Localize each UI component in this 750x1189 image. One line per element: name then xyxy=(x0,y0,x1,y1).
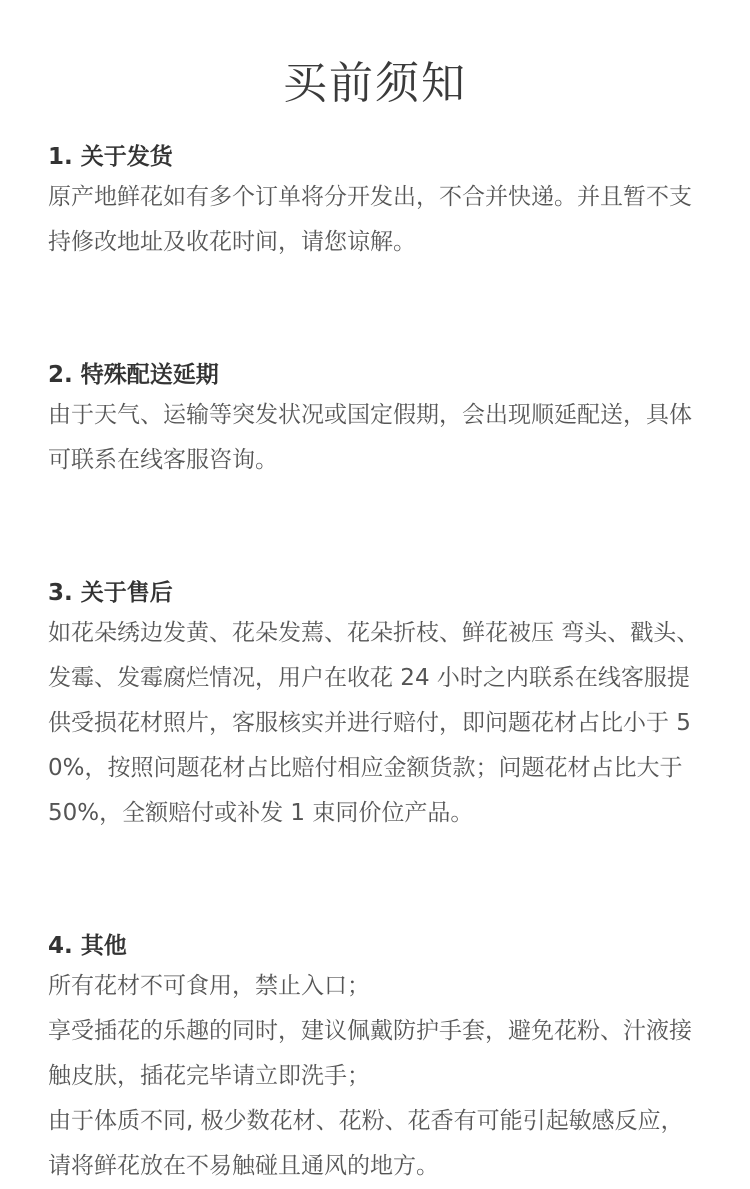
section-heading: 4. 其他 xyxy=(48,933,127,959)
section-after-sales xyxy=(48,575,702,836)
section-paragraph: 所有花材不可食用，禁止入口； xyxy=(48,973,370,999)
section-heading: 2. 特殊配送延期 xyxy=(48,362,219,388)
section-paragraph: 原产地鲜花如有多个订单将分开发出，不合并快递。并且暂不支持修改地址及收花时间，请您谅解。 xyxy=(48,184,692,255)
section-paragraph: 由于体质不同, 极少数花材、花粉、花香有可能引起敏感反应，请将鲜花放在不易触碰且通风的地方。 xyxy=(48,1108,684,1179)
section-body xyxy=(48,175,702,265)
section-shipping xyxy=(48,139,702,265)
section-paragraph: 由于天气、运输等突发状况或国定假期，会出现顺延配送，具体可联系在线客服咨询。 xyxy=(48,402,692,473)
section-heading: 1. 关于发货 xyxy=(48,144,173,170)
section-body xyxy=(48,393,702,483)
section-body xyxy=(48,611,702,836)
section-paragraph: 如花朵绣边发黄、花朵发蔫、花朵折枝、鲜花被压 弯头、戳头、发霉、发霉腐烂情况，用户在收花 24 小时之内联系在线客服提供受损花材照片，客服核实并进行赔付，即问题花材占比小于 50%，按照问题花材占比赔付相应金额货款；问题花材占比大于 50%，全额赔付或补发 1 束同价位产品。 xyxy=(48,620,700,826)
section-heading: 3. 关于售后 xyxy=(48,580,173,606)
section-paragraph: 享受插花的乐趣的同时，建议佩戴防护手套，避免花粉、汁液接触皮肤，插花完毕请立即洗手； xyxy=(48,1018,692,1089)
section-delivery-delay xyxy=(48,357,702,483)
section-other xyxy=(48,928,702,1189)
page-title: 买前须知 xyxy=(283,58,467,109)
section-body xyxy=(48,964,702,1189)
